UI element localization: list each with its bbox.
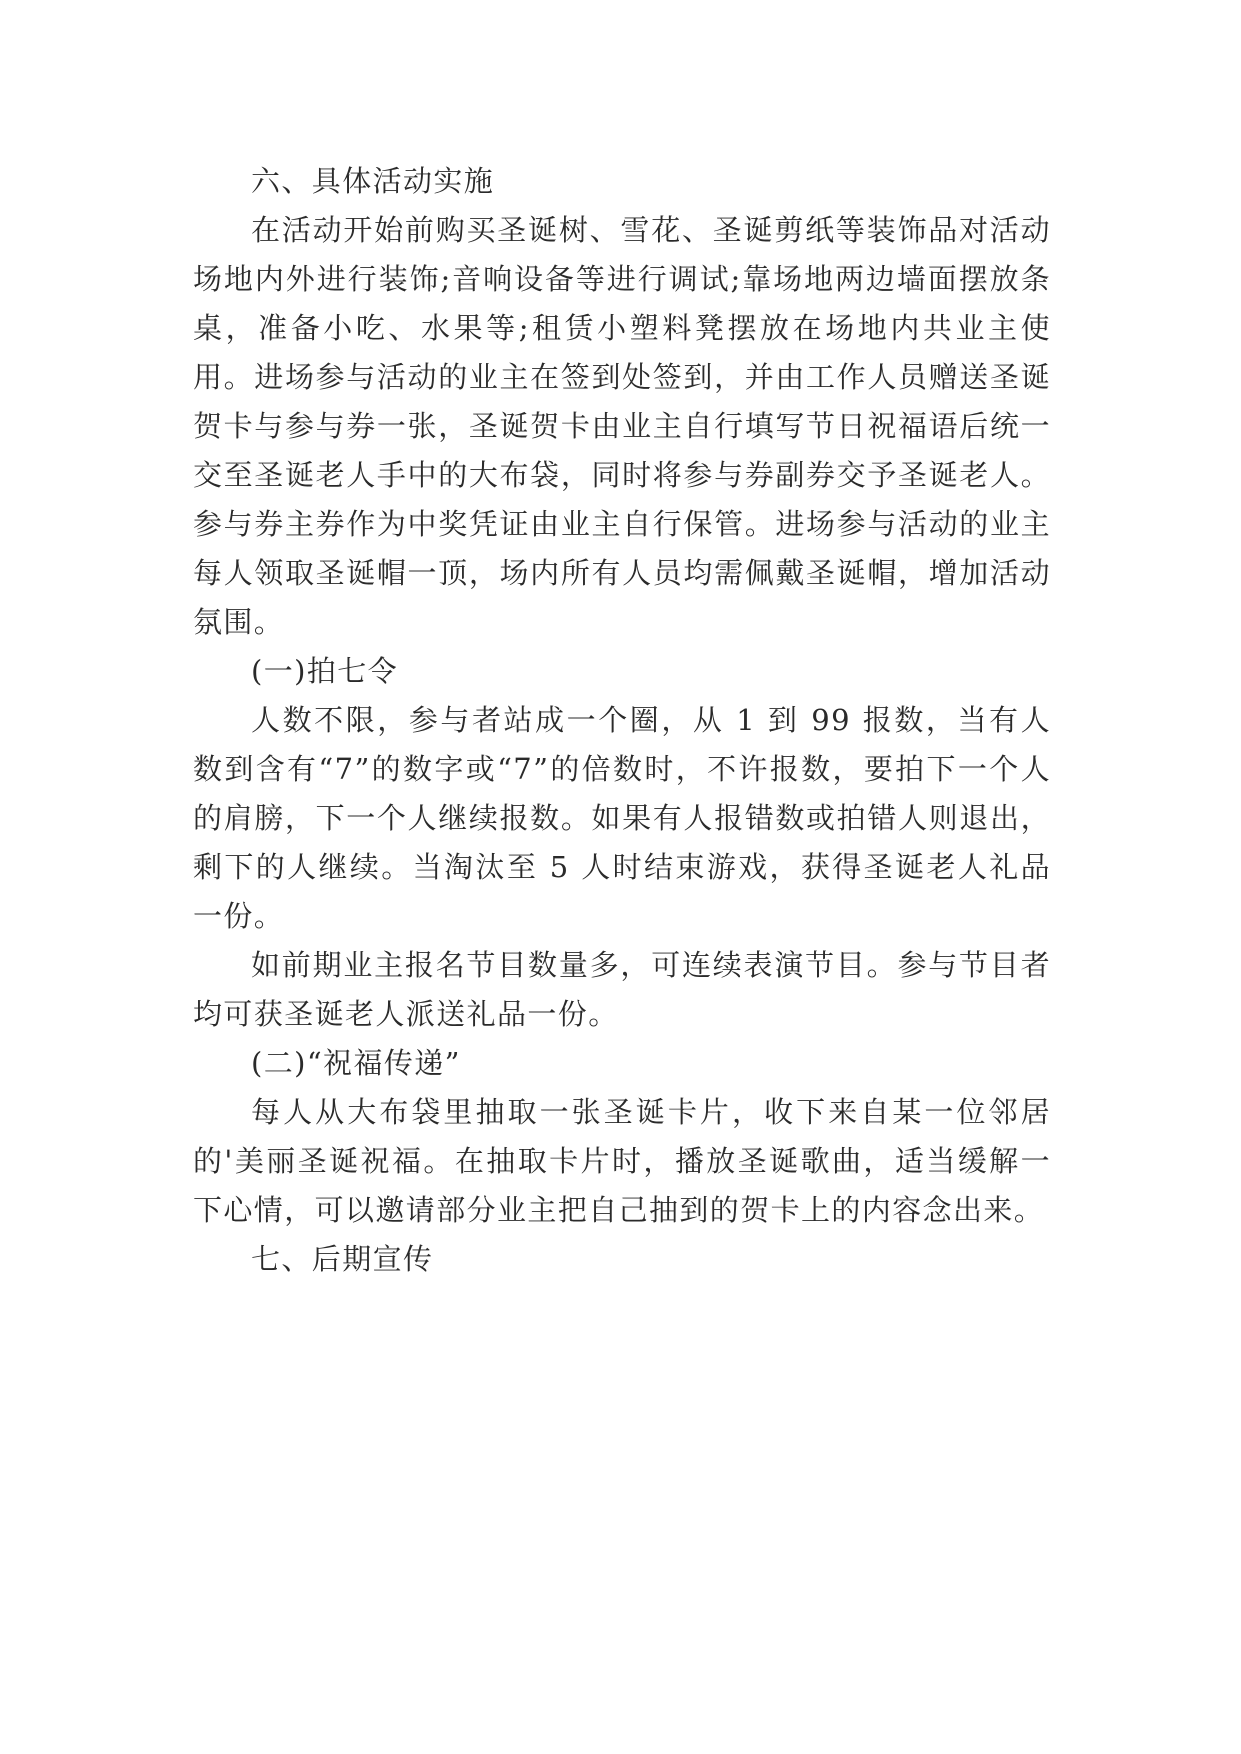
subsection-2-paragraph: 每人从大布袋里抽取一张圣诞卡片，收下来自某一位邻居的'美丽圣诞祝福。在抽取卡片时，播放圣诞歌曲，适当缓解一下心情，可以邀请部分业主把自己抽到的贺卡上的内容念出来。	[193, 1095, 1051, 1227]
section-7-heading: 七、后期宣传	[251, 1242, 434, 1276]
section-6-heading: 六、具体活动实施	[251, 164, 495, 198]
subsection-2-heading: (二)“祝福传递”	[251, 1046, 461, 1080]
subsection-1-paragraph-rules: 人数不限，参与者站成一个圈，从 1 到 99 报数，当有人数到含有“7”的数字或“7”的倍数时，不许报数，要拍下一个人的肩膀，下一个人继续报数。如果有人报错数或拍错人则退出，剩下的人继续。当淘汰至 5 人时结束游戏，获得圣诞老人礼品一份。	[193, 703, 1051, 933]
document-page	[193, 157, 1051, 1284]
subsection-1-paragraph-programs: 如前期业主报名节目数量多，可连续表演节目。参与节目者均可获圣诞老人派送礼品一份。	[193, 948, 1051, 1031]
section-6-paragraph: 在活动开始前购买圣诞树、雪花、圣诞剪纸等装饰品对活动场地内外进行装饰;音响设备等进行调试;靠场地两边墙面摆放条桌，准备小吃、水果等;租赁小塑料凳摆放在场地内共业主使用。进场参与活动的业主在签到处签到，并由工作人员赠送圣诞贺卡与参与券一张，圣诞贺卡由业主自行填写节日祝福语后统一交至圣诞老人手中的大布袋，同时将参与券副券交予圣诞老人。参与券主券作为中奖凭证由业主自行保管。进场参与活动的业主每人领取圣诞帽一顶，场内所有人员均需佩戴圣诞帽，增加活动氛围。	[193, 213, 1051, 639]
subsection-1-heading: (一)拍七令	[251, 654, 399, 688]
